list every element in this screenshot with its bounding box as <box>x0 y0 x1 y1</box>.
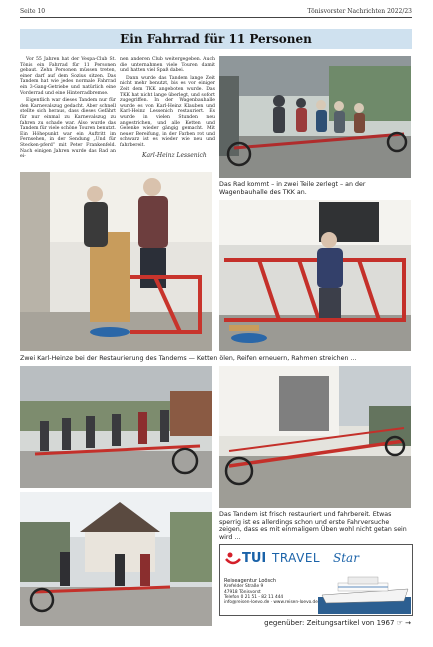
text-column-1 <box>20 57 116 165</box>
caption-arrival: Das Rad kommt – in zwei Teile zerlegt – an der Wagenbauhalle des TKK an. <box>219 181 366 196</box>
agency-name: Reiseagentur Loösch <box>224 578 276 584</box>
photo-frames-painted <box>219 200 411 351</box>
brand-travel: TRAVEL <box>272 551 321 565</box>
brand-tui: TUI <box>242 551 267 566</box>
paragraph: Dann wurde das Tandem lange Zeit nicht mehr benutzt, bis es vor einiger Zeit dem TKK angeboten wurde. Das TKK hat nicht lange überlegt, und sofort zugegriffen. In der Wagenbauhalle wurde es von Karl-Heinz Klauben und Karl-Heinz Lessenich restauriert. Es wurde in vielen Stunden neu angestrichen, und alle Ketten und Gelenke wieder gängig gemacht. Mit neuer Bereifung, in der Farben rot und schwarz ist es wieder wie neu und fahrbereit. <box>120 75 215 148</box>
paragraph: Vor 55 Jahren hat der Vespa-Club St. Tönis ein Fahrrad für 11 Personen gebaut. Zehn Personen müssen treten, einer darf auf dem Sozius sitzen. Das Tandem hat wie jedes normale Fahrrad ein 3-Gang-Getriebe und natürlich eine Vorderrad und eine Hinterradbremse. <box>20 57 116 96</box>
caption-restoration: Zwei Karl-Heinze bei der Restaurierung des Tandems — Ketten ölen, Reifen erneuern, Rahmen streichen ... <box>20 355 357 362</box>
photo-group-on-tandem <box>219 56 411 178</box>
photo-riding-houses <box>20 492 212 626</box>
agency-street: Krefelder Straße 9 <box>224 584 264 590</box>
header-rule <box>20 17 412 18</box>
agency-web: info@reisen-loevo.de · www.reisen-loevo.de <box>224 600 318 606</box>
tui-logo-icon <box>224 549 242 567</box>
paragraph: nen anderen Club weitergegeben. Auch die unternahmen viele Touren damit und hatten viel Spaß dabei. <box>120 57 215 74</box>
agency-city: 47918 Tönisvorst <box>224 589 261 595</box>
article-title-bar <box>20 29 412 49</box>
brand-star: Star <box>333 551 359 565</box>
photo-riding-street <box>20 366 212 488</box>
photo-tandem-at-hall <box>219 366 411 508</box>
caption-ready: Das Tandem ist frisch restauriert und fahrbereit. Etwas sperrig ist es allerdings schon und erste Fahrversuche zeigen, dass es mit einmaligem Üben wohl nicht getan sein wird ... <box>219 511 407 541</box>
agency-phone: Telefon 0 21 51 - 82 11 444 <box>224 594 284 600</box>
text-column-2 <box>120 57 215 153</box>
author-signature: Karl-Heinz Lessenich <box>142 152 207 159</box>
article-title: Ein Fahrrad für 11 Personen <box>120 32 312 46</box>
paragraph: Eigentlich war dieses Tandem nur für den Karnevalszug gedacht. Aber schnell stellte sich heraus, dass dieses Gefährt für nur einmal zu Karnevalszug zu fahren zu schade war. Also wurde das Tandem für viele schöne Touren benutzt. Ein Höhepunkt war ein Auftritt im Fernsehen, in der Sendung „Und für Stecken-pferd“ mit Peter Frankenfeld. Nach einigen Jahren wurde das Rad an ei- <box>20 98 116 160</box>
issue-label: Tönisvorster Nachrichten 2022/23 <box>307 8 412 15</box>
ad-address <box>224 579 334 605</box>
travel-agency-ad <box>219 544 413 616</box>
photo-workshop-restoration <box>20 172 212 351</box>
page-number: Seite 10 <box>20 8 46 15</box>
footer-note: gegenüber: Zeitungsartikel von 1967 ☞ → <box>264 619 411 627</box>
